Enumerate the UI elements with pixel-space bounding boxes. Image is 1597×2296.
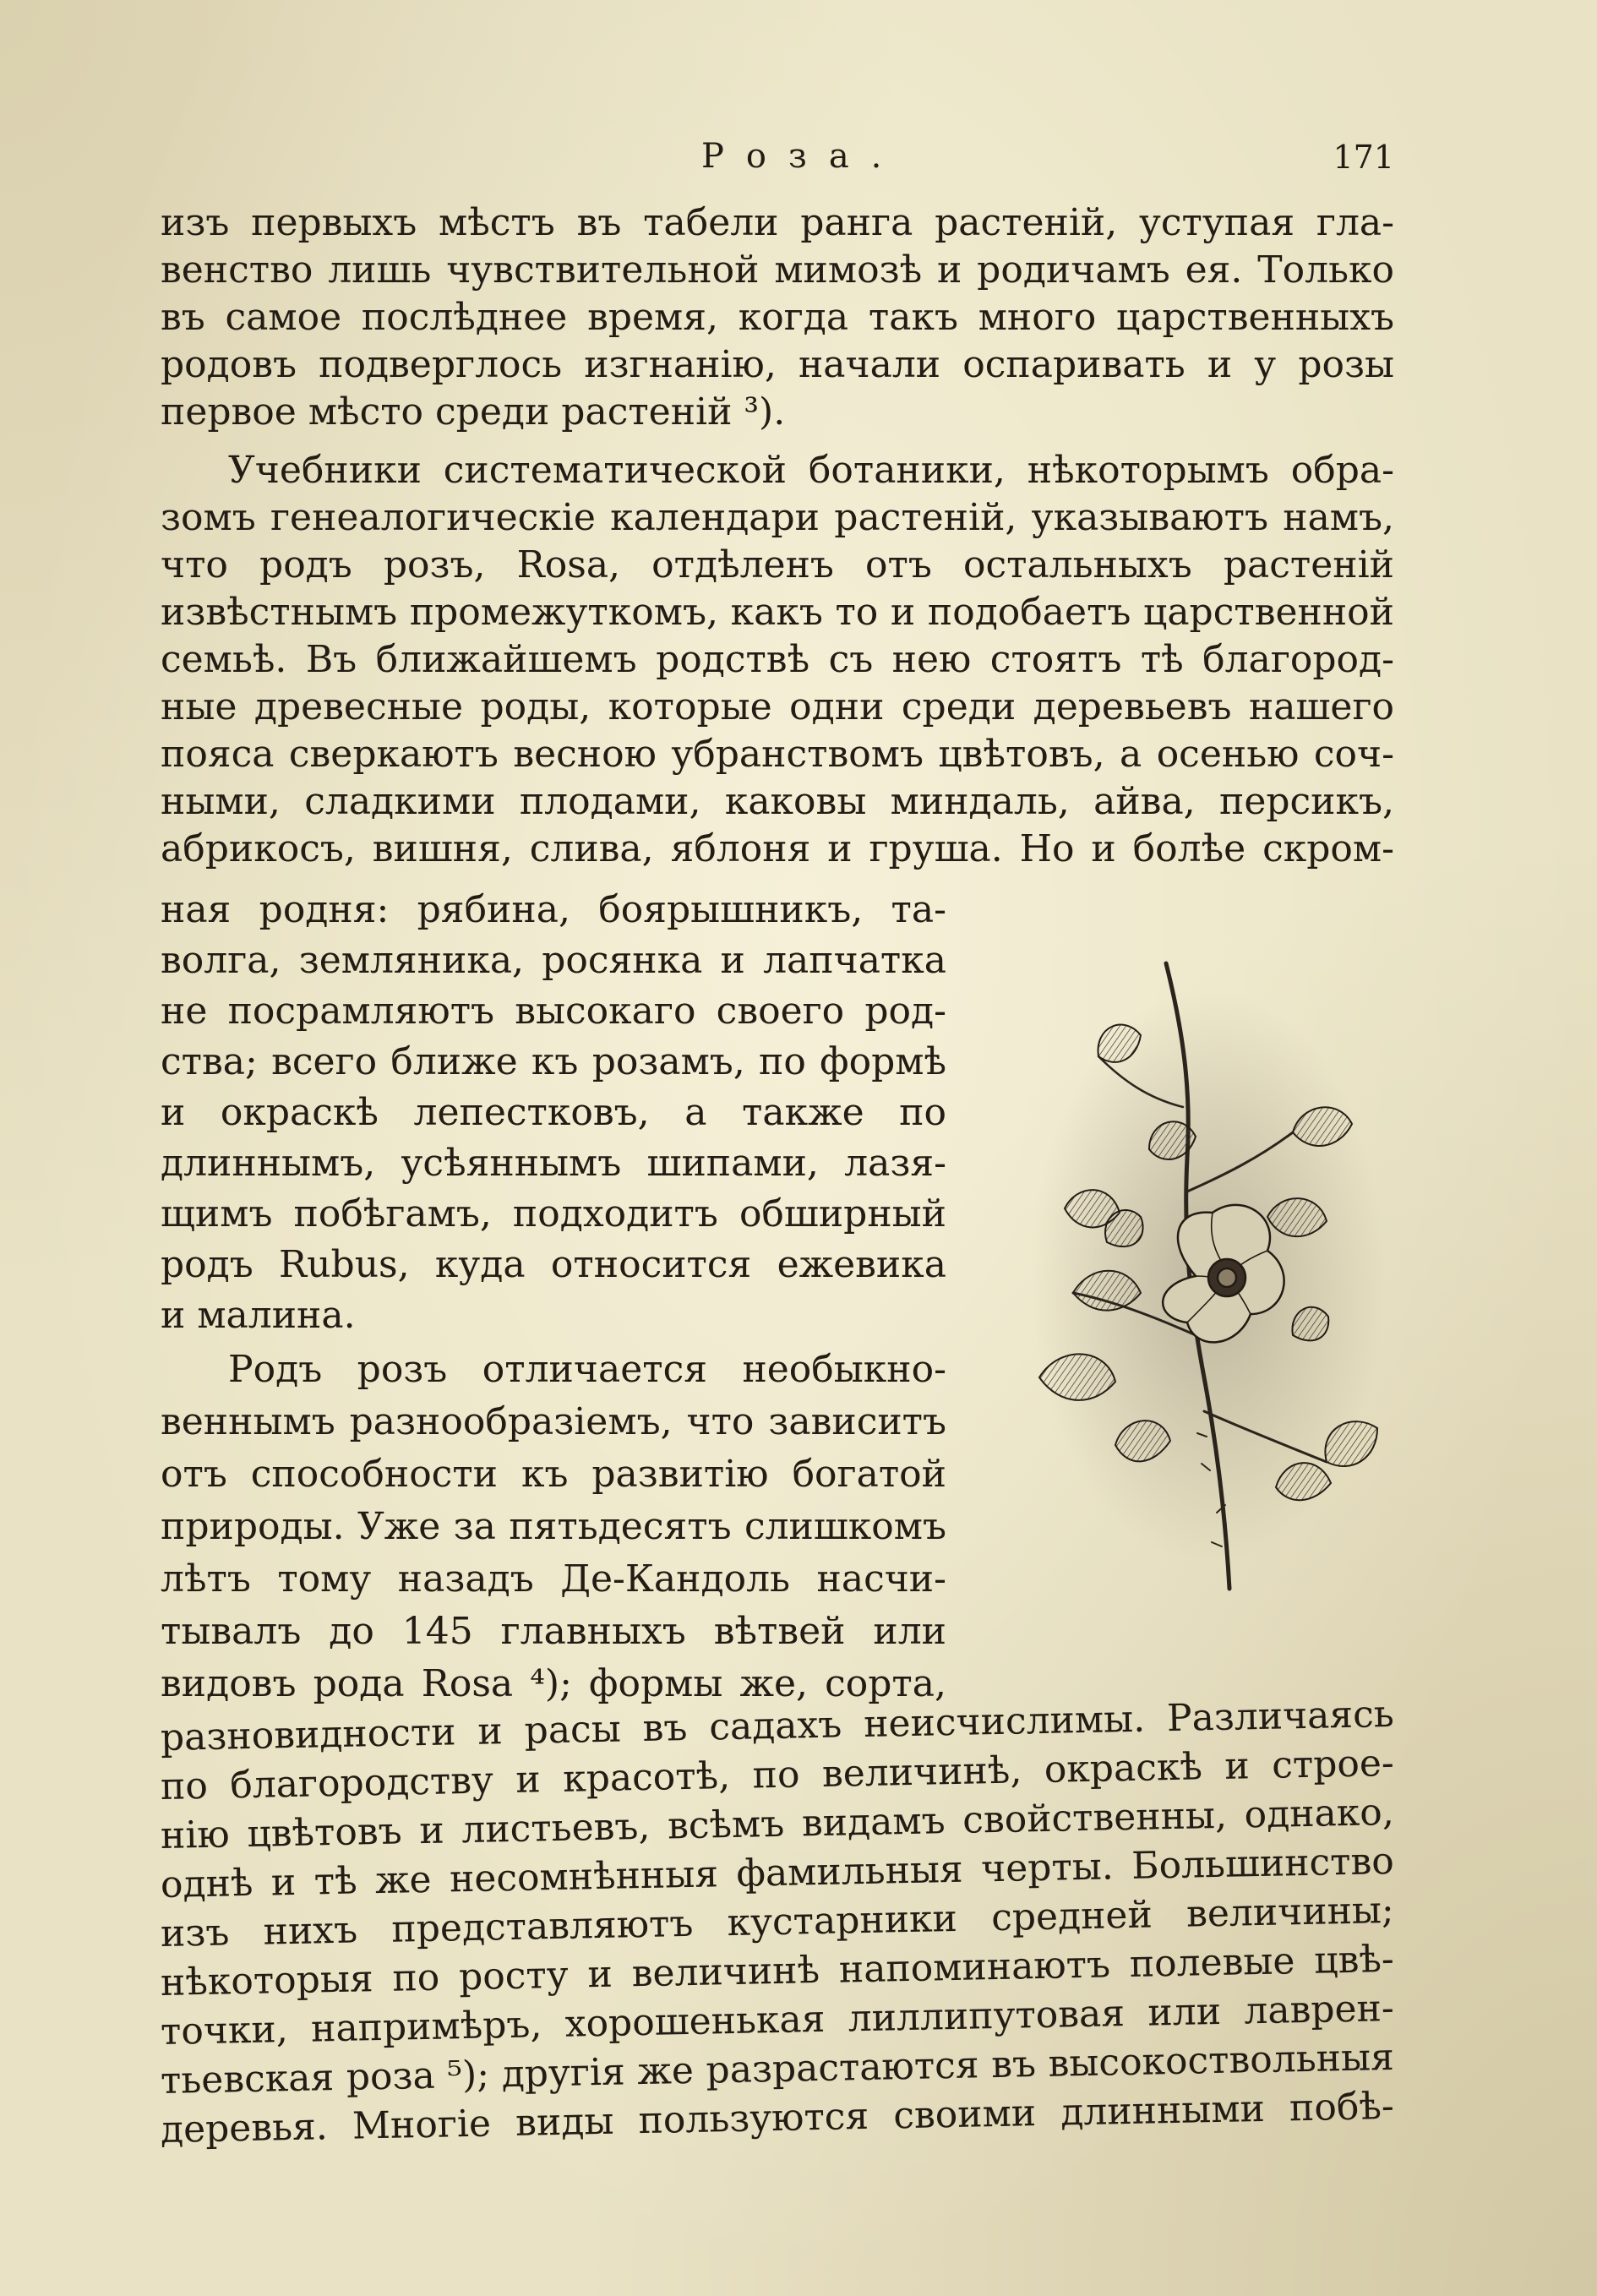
page-header	[161, 137, 1394, 188]
text-line: ная родня: рябина, боярышникъ, та-	[161, 888, 946, 931]
text-line: родовъ подверглось изгнанію, начали оспаривать и у розы	[161, 343, 1394, 386]
text-line: видовъ рода Rosa ⁴); формы же, сорта,	[161, 1662, 946, 1705]
text-line: изъ нихъ представляютъ кустарники средней величины;	[160, 1888, 1395, 1955]
text-line: Учебники систематической ботаники, нѣкоторымъ обра-	[228, 449, 1394, 492]
text-line: извѣстнымъ промежуткомъ, какъ то и подобаетъ царственной	[161, 591, 1394, 634]
text-line: зомъ генеалогическіе календари растеній, указываютъ намъ,	[161, 496, 1394, 539]
text-line: веннымъ разнообразіемъ, что зависитъ	[161, 1400, 946, 1443]
text-line: тьевская роза ⁵); другія же разрастаются въ высокоствольныя	[160, 2035, 1395, 2102]
text-line: волга, земляника, росянка и лапчатка	[161, 939, 946, 982]
text-line: родъ Rubus, куда относится ежевика	[161, 1243, 946, 1286]
text-line: точки, напримѣръ, хорошенькая лиллипутовая или лаврен-	[160, 1986, 1395, 2053]
text-line: деревья. Многіе виды пользуются своими длинными побѣ-	[160, 2084, 1395, 2151]
rose-illustration	[1014, 938, 1403, 1606]
text-line: не посрамляютъ высокаго своего род-	[161, 990, 946, 1033]
text-line: по благородству и красотѣ, по величинѣ, окраскѣ и строе-	[160, 1741, 1395, 1808]
text-line: первое мѣсто среди растеній ³).	[161, 390, 786, 434]
running-title: Роза.	[701, 137, 904, 176]
text-line: Родъ розъ отличается необыкно-	[228, 1348, 946, 1391]
text-line: пояса сверкаютъ весною убранствомъ цвѣтовъ, а осенью соч-	[161, 733, 1394, 776]
text-line: семьѣ. Въ ближайшемъ родствѣ съ нею стоятъ тѣ благород-	[161, 638, 1394, 681]
text-line: нѣкоторыя по росту и величинѣ напоминаютъ полевые цвѣ-	[160, 1937, 1395, 2004]
page-number: 171	[1333, 139, 1394, 176]
text-line: лѣтъ тому назадъ Де-Кандоль насчи-	[161, 1557, 946, 1601]
text-line: тывалъ до 145 главныхъ вѣтвей или	[161, 1610, 946, 1653]
text-line: и малина.	[161, 1294, 356, 1337]
text-line: нію цвѣтовъ и листьевъ, всѣмъ видамъ свойственны, однако,	[160, 1790, 1395, 1857]
text-line: ные древесные роды, которые одни среди деревьевъ нашего	[161, 685, 1394, 728]
text-line: разновидности и расы въ садахъ неисчислимы. Различаясь	[160, 1692, 1395, 1759]
text-line: природы. Уже за пятьдесятъ слишкомъ	[161, 1505, 946, 1548]
text-line: отъ способности къ развитію богатой	[161, 1453, 946, 1496]
text-line: и окраскѣ лепестковъ, а также по	[161, 1091, 946, 1134]
text-line: что родъ розъ, Rosa, отдѣленъ отъ остальныхъ растеній	[161, 543, 1394, 586]
text-line: изъ первыхъ мѣстъ въ табели ранга растеній, уступая гла-	[161, 201, 1394, 244]
text-line: щимъ побѣгамъ, подходитъ обширный	[161, 1192, 946, 1235]
text-line: венство лишь чувствительной мимозѣ и родичамъ ея. Только	[161, 248, 1394, 292]
text-line: длиннымъ, усѣяннымъ шипами, лазя-	[161, 1142, 946, 1185]
text-line: въ самое послѣднее время, когда такъ много царственныхъ	[161, 296, 1394, 339]
text-line: ства; всего ближе къ розамъ, по формѣ	[161, 1040, 946, 1083]
text-line: ными, сладкими плодами, каковы миндаль, айва, персикъ,	[161, 780, 1394, 823]
text-line: однѣ и тѣ же несомнѣнныя фамильныя черты. Большинство	[160, 1839, 1395, 1906]
text-line: абрикосъ, вишня, слива, яблоня и груша. Но и болѣе скром-	[161, 827, 1394, 870]
